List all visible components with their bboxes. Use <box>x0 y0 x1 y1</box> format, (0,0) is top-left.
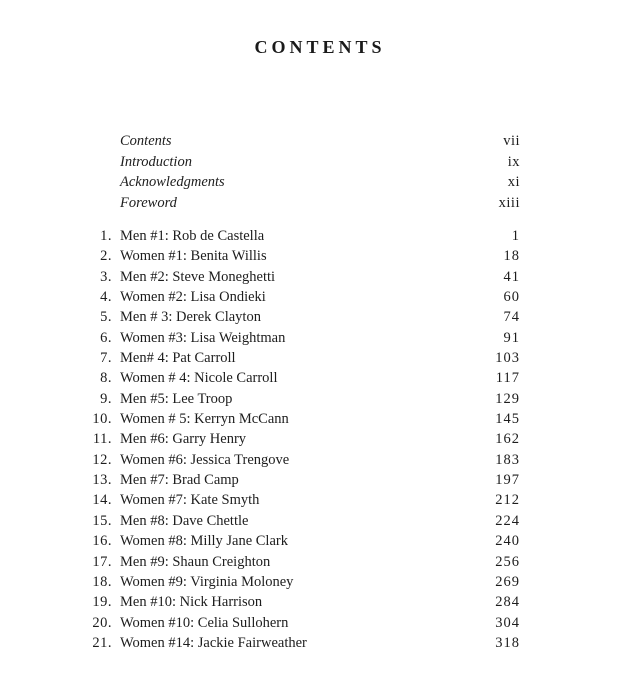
front-matter-row <box>86 193 520 214</box>
chapter-row <box>86 531 520 551</box>
chapter-page-number: 41 <box>503 268 520 285</box>
chapter-number: 9. <box>100 390 112 407</box>
page-title: CONTENTS <box>254 37 386 57</box>
chapter-row <box>86 368 520 388</box>
chapter-row <box>86 328 520 348</box>
chapter-number: 12. <box>92 451 112 468</box>
front-matter-row <box>86 131 520 152</box>
chapter-title: Men #2: Steve Moneghetti <box>120 268 276 285</box>
chapter-title: Men # 3: Derek Clayton <box>120 309 261 326</box>
chapter-title: Women #3: Lisa Weightman <box>120 329 286 346</box>
front-matter-row <box>86 172 520 193</box>
front-matter-label: Introduction <box>120 153 192 170</box>
chapter-title: Women #9: Virginia Moloney <box>120 573 294 590</box>
chapter-row <box>86 613 520 633</box>
chapter-title: Women #6: Jessica Trengove <box>120 451 290 468</box>
chapter-page-number: 269 <box>495 573 520 590</box>
front-matter-page-number: ix <box>507 153 520 170</box>
chapter-number: 18. <box>92 573 112 590</box>
chapter-number: 15. <box>92 512 112 529</box>
chapter-row <box>86 409 520 429</box>
front-matter-page-number: xi <box>507 174 520 190</box>
front-matter-page-number: vii <box>503 133 520 149</box>
chapter-number: 11. <box>92 431 112 448</box>
chapter-title: Men #8: Dave Chettle <box>120 512 249 529</box>
chapter-title: Women #8: Milly Jane Clark <box>120 533 288 550</box>
chapter-number: 17. <box>92 553 112 570</box>
chapter-number: 3. <box>100 268 112 285</box>
chapter-number: 10. <box>92 411 112 428</box>
front-matter-label: Contents <box>120 133 172 149</box>
front-matter-list <box>86 131 520 213</box>
chapter-title: Men #7: Brad Camp <box>120 472 239 489</box>
chapter-title: Women # 4: Nicole Carroll <box>120 370 278 387</box>
chapter-number: 5. <box>100 309 112 326</box>
chapter-title: Men #6: Garry Henry <box>120 431 247 448</box>
chapter-page-number: 256 <box>495 553 520 570</box>
chapter-row <box>86 348 520 368</box>
chapter-title: Women #2: Lisa Ondieki <box>120 289 266 306</box>
chapter-page-number: 304 <box>495 614 520 631</box>
chapter-page-number: 318 <box>495 634 520 651</box>
chapter-page-number: 117 <box>495 370 520 387</box>
chapter-row <box>86 572 520 592</box>
chapter-title: Women #10: Celia Sullohern <box>120 614 289 631</box>
chapter-title: Women #1: Benita Willis <box>120 248 267 265</box>
chapter-row <box>86 267 520 287</box>
chapter-row <box>86 552 520 572</box>
front-matter-page-number: xiii <box>498 194 520 211</box>
chapter-page-number: 129 <box>495 390 520 407</box>
chapter-number: 2. <box>100 248 112 265</box>
chapter-row <box>86 470 520 490</box>
chapter-title: Women #7: Kate Smyth <box>120 492 260 509</box>
chapter-title: Men #5: Lee Troop <box>120 390 233 407</box>
chapter-number: 8. <box>100 370 112 387</box>
chapter-row <box>86 511 520 531</box>
chapter-page-number: 103 <box>495 350 520 367</box>
front-matter-label: Acknowledgments <box>120 174 225 190</box>
chapter-page-number: 1 <box>511 228 520 244</box>
chapter-row <box>86 246 520 266</box>
chapter-page-number: 18 <box>503 248 520 265</box>
chapter-number: 7. <box>100 350 112 367</box>
chapter-number: 19. <box>92 594 112 611</box>
chapter-page-number: 224 <box>495 512 520 529</box>
front-matter-row <box>86 152 520 173</box>
chapter-row <box>86 389 520 409</box>
table-of-contents <box>86 131 520 653</box>
chapter-page-number: 183 <box>495 451 520 468</box>
chapter-row <box>86 592 520 612</box>
chapter-title: Women # 5: Kerryn McCann <box>120 411 289 428</box>
chapter-page-number: 284 <box>495 594 520 611</box>
chapter-row <box>86 490 520 510</box>
chapter-title: Women #14: Jackie Fairweather <box>120 634 307 651</box>
chapter-title: Men# 4: Pat Carroll <box>120 350 236 367</box>
chapter-title: Men #9: Shaun Creighton <box>120 553 271 570</box>
chapter-page-number: 145 <box>495 411 520 428</box>
chapter-page-number: 212 <box>495 492 520 509</box>
chapter-row <box>86 226 520 246</box>
chapter-number: 6. <box>100 329 112 346</box>
chapter-page-number: 162 <box>495 431 520 448</box>
chapter-page-number: 91 <box>503 329 520 346</box>
chapter-number: 1. <box>100 228 112 244</box>
chapter-page-number: 240 <box>495 533 520 550</box>
chapter-row <box>86 429 520 449</box>
chapter-number: 16. <box>92 533 112 550</box>
chapter-page-number: 60 <box>503 289 520 306</box>
front-matter-label: Foreword <box>120 194 177 211</box>
chapter-number: 4. <box>100 289 112 306</box>
chapter-number: 21. <box>92 634 112 651</box>
chapter-number: 13. <box>92 472 112 489</box>
chapter-page-number: 197 <box>495 472 520 489</box>
chapter-row <box>86 287 520 307</box>
chapter-number: 20. <box>92 614 112 631</box>
chapter-row <box>86 307 520 327</box>
chapter-title: Men #10: Nick Harrison <box>120 594 263 611</box>
chapter-row <box>86 450 520 470</box>
chapter-page-number: 74 <box>503 309 520 326</box>
chapter-list <box>86 226 520 653</box>
chapter-row <box>86 633 520 653</box>
chapter-number: 14. <box>92 492 112 509</box>
chapter-title: Men #1: Rob de Castella <box>120 228 265 244</box>
